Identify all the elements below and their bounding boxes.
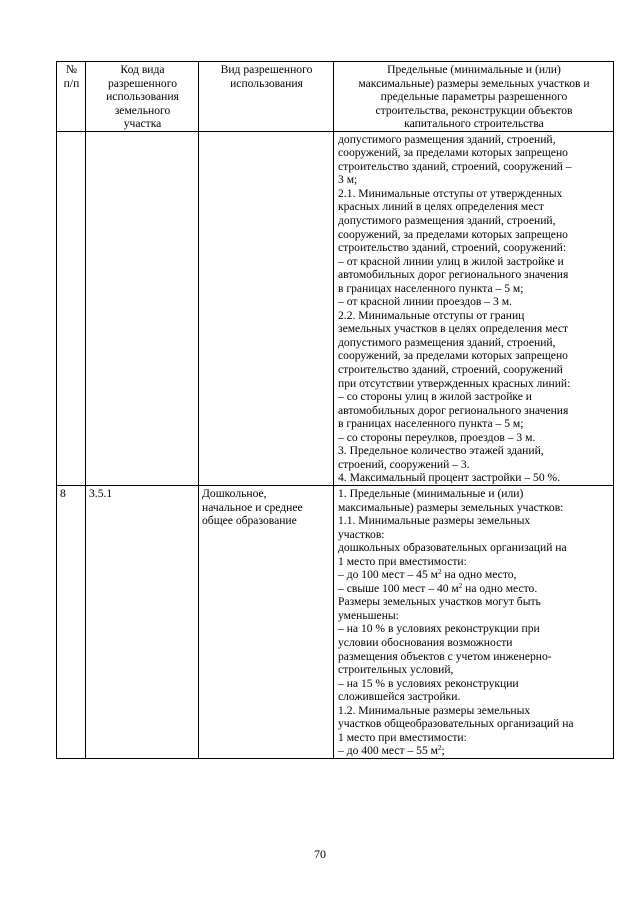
text-line: в границах населенного пункта – 5 м; [338,281,524,295]
header-use-code [86,62,199,132]
text-line: максимальные) размеры земельных участков и [358,76,590,90]
text-line: Дошкольное, [202,486,267,500]
text-line: разрешенного [107,76,177,90]
text-line: – на 15 % в условиях реконструкции [338,676,519,690]
cell-code [86,131,199,485]
text-line: 1 место при вместимости: [338,554,467,568]
text-line: красных линий в целях определения мест [338,200,544,214]
text-line: 3. Предельное количество этажей зданий, [338,444,544,458]
text-line: земельного [114,103,171,117]
text-line: условии обоснования возможности [338,635,513,649]
cell-number: 8 [57,485,86,758]
cell-use [199,131,334,485]
text-line: допустимого размещения зданий, строений, [338,132,556,146]
text-line: допустимого размещения зданий, строений, [338,335,556,349]
text-line: 1.1. Минимальные размеры земельных [338,514,531,528]
header-parameters [334,62,614,132]
text-line: Размеры земельных участков могут быть [338,595,541,609]
text-line: 3 м; [338,173,358,187]
text-line: сооружений, за пределами которых запрещено [338,349,568,363]
text-line: 1. Предельные (минимальные и (или) [338,486,524,500]
cell-parameters [334,485,614,758]
text-line: – свыше 100 мест – 40 $м^2$ на одно место. [338,581,538,595]
text-line: 2.2. Минимальные отступы от границ [338,308,525,322]
page-number: 70 [314,847,326,861]
text-line: размещения объектов с учетом инженерно- [338,649,552,663]
text-line: начальное и среднее [202,500,303,514]
text-line: использования [106,90,179,104]
text-line: Код вида [120,63,165,76]
text-line: участка [123,117,162,131]
text-line: 1.2. Минимальные размеры земельных [338,703,531,717]
text-line: при отсутствии утвержденных красных линий: [338,376,571,390]
text-line: 4. Максимальный процент застройки – 50 %. [338,471,561,485]
cell-number [57,131,86,485]
text-line: – на 10 % в условиях реконструкции при [338,622,540,636]
text-line: сооружений, за пределами которых запрещено [338,227,568,241]
text-line: автомобильных дорог регионального значения [338,403,569,417]
text-line: автомобильных дорог регионального значения [338,268,569,282]
text-line: – от красной линии улиц в жилой застройке и [338,254,564,268]
text-line: – от красной линии проездов – 3 м. [338,295,512,309]
text-line: уменьшены: [338,608,399,622]
table-row-continued [57,131,614,485]
table-row-8 [57,485,614,758]
text-line: строительных условий, [338,663,454,677]
text-line: строений, сооружений – 3. [338,457,470,471]
text-line: участков общеобразовательных организаций на [338,717,574,731]
text-line: – до 400 мест – 55 $м^2$; [338,744,445,758]
land-use-regulations-table [56,61,614,759]
text-line: земельных участков в целях определения мест [338,322,569,336]
text-line: Вид разрешенного [220,63,313,76]
cell-use [199,485,334,758]
text-line: максимальные) размеры земельных участков: [338,500,564,514]
table-header-row [57,62,614,132]
text-line: строительство зданий, строений, сооружений – [338,159,572,173]
header-number [57,62,86,132]
text-line: общее образование [202,514,297,528]
cell-parameters [334,131,614,485]
text-line: в границах населенного пункта – 5 м; [338,417,524,431]
text-line: строительство зданий, строений, сооружений [338,363,563,377]
text-line: допустимого размещения зданий, строений, [338,214,556,228]
text-line: 1 место при вместимости: [338,730,467,744]
text-line: Предельные (минимальные и (или) [387,63,561,76]
text-line: строительство зданий, строений, сооружений: [338,241,567,255]
text-line: – со стороны переулков, проездов – 3 м. [338,430,536,444]
header-use-type [199,62,334,132]
text-line: предельные параметры разрешенного [380,90,568,104]
text-line: дошкольных образовательных организаций на [338,541,567,555]
text-line: 2.1. Минимальные отступы от утвержденных [338,186,563,200]
text-line: сооружений, за пределами которых запрещено [338,146,568,160]
text-line: капитального строительства [404,117,544,131]
text-line: № [65,63,78,76]
text-line: строительства, реконструкции объектов [375,103,573,117]
cell-code: 3.5.1 [86,485,199,758]
text-line: п/п [63,76,80,90]
text-line: – до 100 мест – 45 $м^2$ на одно место, [338,568,517,582]
text-line: сложившейся застройки. [338,690,461,704]
text-line: участков: [338,527,385,541]
text-line: использования [230,76,303,90]
text-line: – со стороны улиц в жилой застройке и [338,390,533,404]
